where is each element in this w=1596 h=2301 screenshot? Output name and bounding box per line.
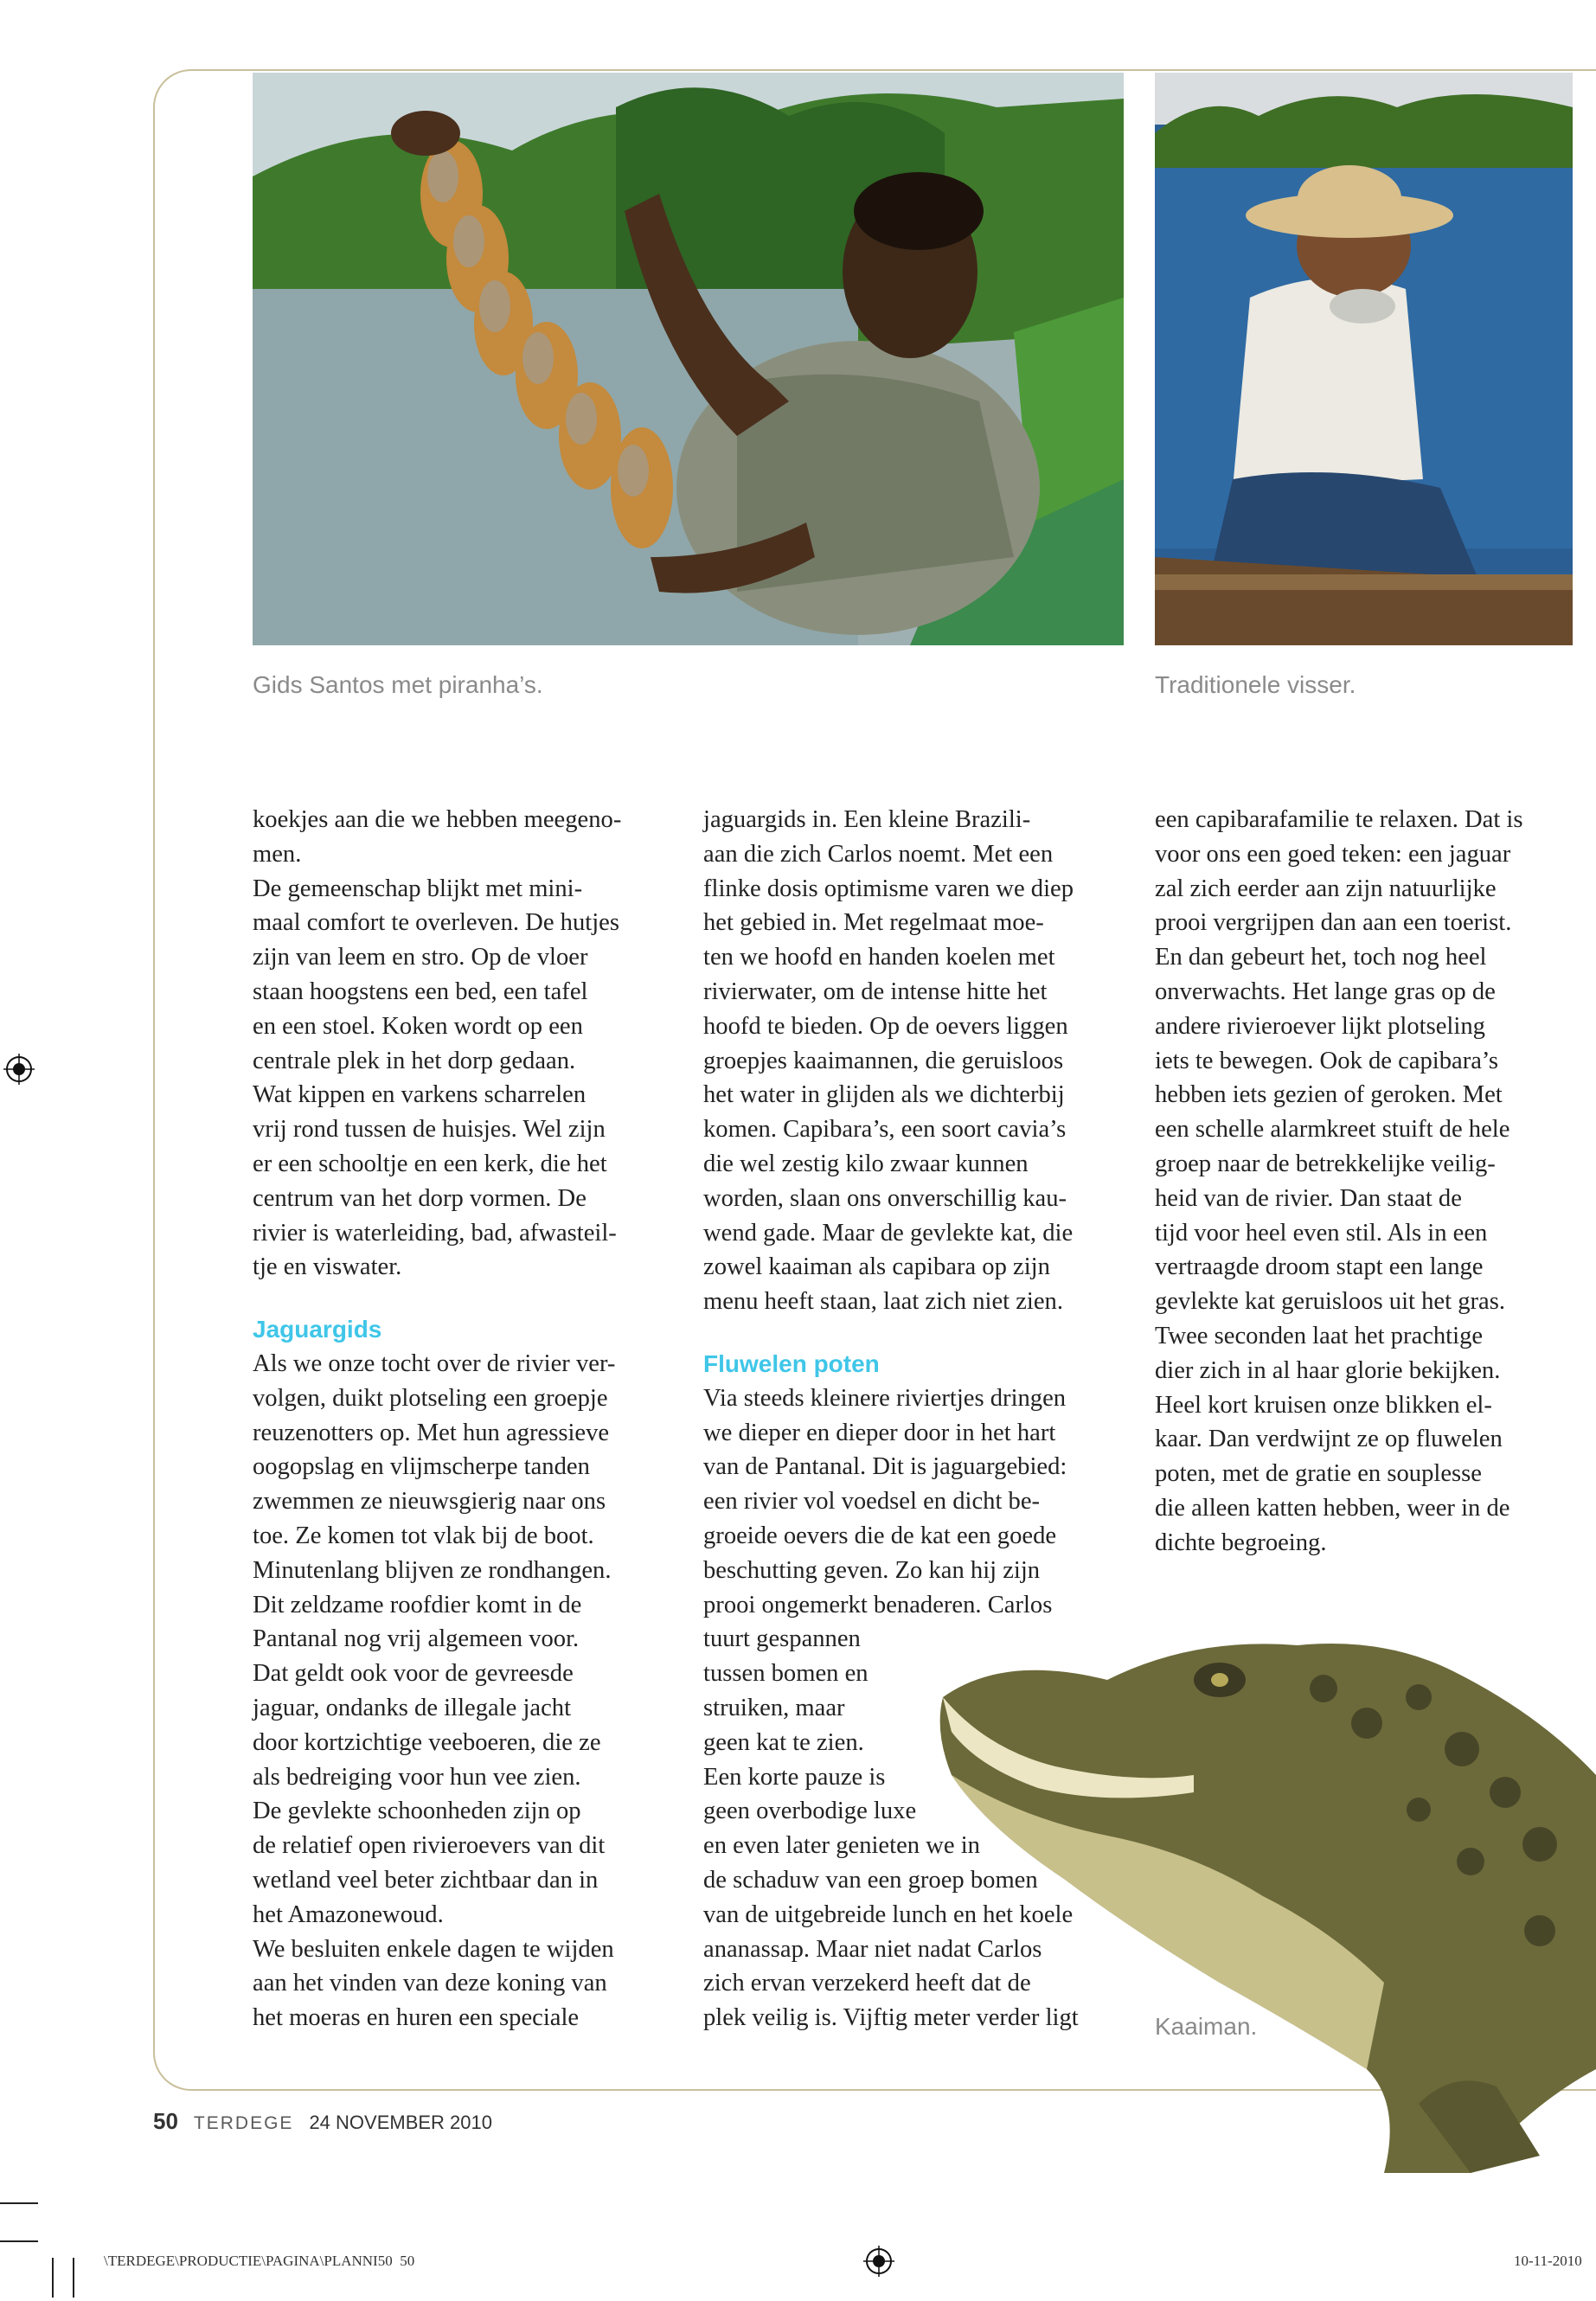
caption-fisherman-photo: Traditionele visser. [1155, 671, 1356, 698]
column1-body: Als we onze tocht over de rivier ver- volgen, duikt plotseling een groepje reuzenotters op. Met hun agressieve oogopslag en vlijmscherpe tanden zwemmen ze nieuwsgierig naar ons toe. Ze komen tot vlak bij de boot. Minutenlang blijven ze rondhangen. Dit zeldzame roofdier komt in de Pantanal nog vrij algemeen voor. Dat geldt ook voor de gevreesde jaguar, ondanks de illegale jacht door kortzichtige veeboeren, die ze als bedreiging voor hun vee zien. De gevlekte schoonheden zijn op de relatief open rivieroevers van dit wetland veel beter zichtbaar dan in het Amazonewoud. We besluiten enkele dagen te wijden aan het vinden van deze koning van het moeras en huren een speciale [253, 1349, 616, 2032]
slug-path [104, 2253, 414, 2270]
page-number: 50 [153, 2108, 178, 2134]
column3-body: een capibarafamilie te relaxen. Dat is voor ons een goed teken: een jaguar zal zich eerder aan zijn natuurlijke prooi vergrijpen dan aan een toerist. En dan gebeurt het, toch nog heel onverwachts. Het lange gras op de andere rivieroever lijkt plotseling iets te bewegen. Ook de capibara’s hebben iets gezien of geroken. Met een schelle alarmkreet stuift de hele groep naar de betrekkelijke veilig- heid van de rivier. Dan staat de tijd voor heel even stil. Als in een vertraagde droom stapt een lange gevlekte kat geruisloos uit het gras. Twee seconden laat het prachtige dier zich in al haar glorie bekijken. Heel kort kruisen onze blikken el- kaar. Dan verdwijnt ze op fluwelen poten, met de gratie en souplesse die alleen katten hebben, weer in de dichte begroeing. [1155, 806, 1523, 1556]
slug-path-text: \TERDEGE\PRODUCTIE\PAGINA\PLANNI50 [104, 2253, 393, 2269]
photo-guide-piranhas [253, 73, 1124, 645]
article-column-3 [1155, 803, 1570, 1561]
crop-mark [0, 2202, 38, 2204]
registration-mark-icon [3, 1054, 35, 1085]
column1-intro: koekjes aan die we hebben meegeno- men. De gemeenschap blijkt met mini- maal comfort te overleven. De hutjes zijn van leem en stro. Op de vloer staan hoogstens een bed, een tafel en een stoel. Koken wordt op een centrale plek in het dorp gedaan. Wat kippen en varkens scharrelen vrij rond tussen de huisjes. Wel zijn er een schooltje en een kerk, die het centrum van het dorp vormen. De rivier is waterleiding, bad, afwasteil- tje en viswater. [253, 806, 622, 1281]
column2-body: Via steeds kleinere riviertjes dringen we dieper en dieper door in het hart van de Pantanal. Dit is jaguargebied: een rivier vol voedsel en dicht be- groeide oevers die de kat een goede beschutting geven. Zo kan hij zijn prooi ongemerkt benaderen. Carlos tuurt gespannen tussen bomen en struiken, maar geen kat te zien. Een korte pauze is geen overbodige luxe en even later genieten we in de schaduw van een groep bomen van de uitgebreide lunch en het koele ananassap. Maar niet nadat Carlos zich ervan verzekerd heeft dat de plek veilig is. Vijftig meter verder ligt [703, 1384, 1079, 2032]
heading-jaguargids: Jaguargids [253, 1316, 382, 1343]
magazine-name: TERDEGE [193, 2113, 294, 2133]
heading-fluwelen-poten: Fluwelen poten [703, 1349, 880, 1377]
page-footer [153, 2108, 492, 2135]
issue-date: 24 NOVEMBER 2010 [309, 2112, 492, 2133]
registration-mark-icon [863, 2246, 894, 2277]
slug-page: 50 [400, 2253, 415, 2269]
photo-caiman [934, 1619, 1596, 2173]
crop-mark [52, 2258, 54, 2298]
column2-intro: jaguargids in. Een kleine Brazili- aan die zich Carlos noemt. Met een flinke dosis optimisme varen we diep het gebied in. Met regelmaat moe- ten we hoofd en handen koelen met rivierwater, om de intense hitte het hoofd te bieden. Op de oevers liggen groepjes kaaimannen, die geruisloos het water in glijden als we dichterbij komen. Capibara’s, een soort cavia’s die wel zestig kilo zwaar kunnen worden, slaan ons onverschillig kau- wend gade. Maar de gevlekte kat, die zowel kaaiman als capibara op zijn menu heeft staan, laat zich niet zien. [703, 806, 1074, 1316]
caption-caiman: Kaaiman. [1155, 2013, 1258, 2040]
crop-mark [73, 2258, 74, 2298]
photo-traditional-fisherman [1155, 73, 1573, 645]
crop-mark [0, 2240, 38, 2242]
slug-date: 10-11-2010 [1514, 2253, 1582, 2269]
article-column-1 [253, 803, 668, 2035]
caption-guide-photo: Gids Santos met piranha’s. [253, 671, 543, 698]
